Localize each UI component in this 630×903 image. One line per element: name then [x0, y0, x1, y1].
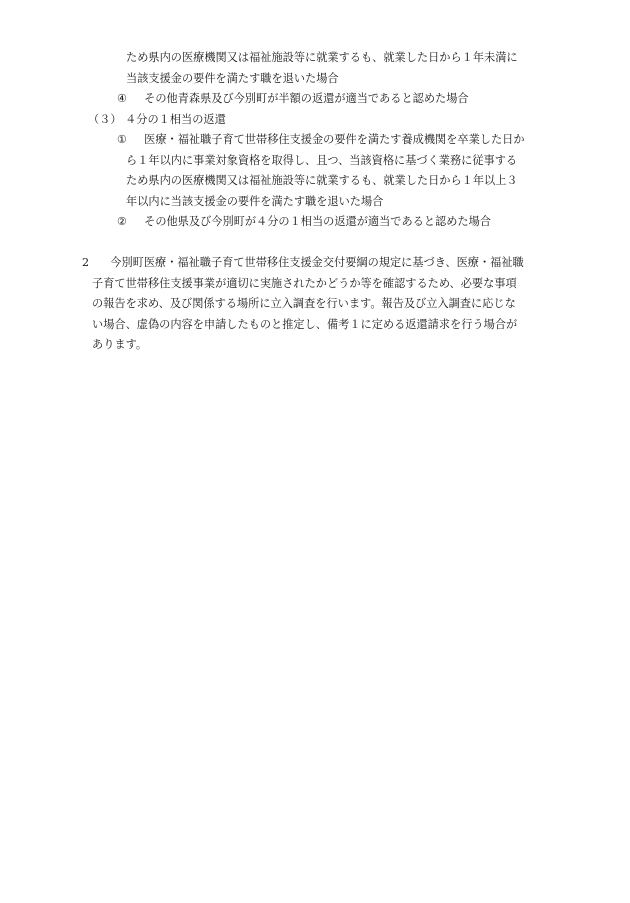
note-2: [82, 253, 524, 274]
section-3-item-1-marker: ①: [117, 133, 128, 146]
section-3-item-1-body: [126, 151, 518, 213]
note-2-line-2: 子育て世帯移住支援事業が適切に実施されたかどうか等を確認するため、必要な事項: [92, 276, 517, 290]
section-3-heading: [88, 110, 226, 131]
continuation-line-2: 当該支援金の要件を満たす職を退いた場合: [126, 71, 339, 85]
section-3-item-2: [117, 212, 491, 233]
note-2-line-5: あります。: [92, 338, 148, 351]
section-3-item-1-line-4: 年以内に当該支援金の要件を満たす職を退いた場合: [126, 194, 384, 208]
note-2-line-1: 今別町医療・福祉職子育て世帯移住支援金交付要綱の規定に基づき、医療・福祉職: [110, 256, 524, 269]
section-3-item-2-text: その他県及び今別町が４分の１相当の返還が適当であると認めた場合: [144, 215, 491, 228]
item-4: [117, 89, 469, 110]
section-3-item-1: [117, 130, 525, 151]
note-2-line-3: の報告を求め、及び関係する場所に立入調査を行います。報告及び立入調査に応じな: [92, 297, 516, 310]
section-3-item-1-line-2: ら１年以内に事業対象資格を取得し、且つ、当該資格に基づく業務に従事する: [126, 153, 518, 167]
item-4-marker: ④: [117, 92, 128, 105]
continuation-text: [126, 48, 518, 89]
item-4-text: その他青森県及び今別町が半額の返還が適当であると認めた場合: [144, 92, 469, 105]
note-2-line-4: い場合、虚偽の内容を申請したものと推定し、備考１に定める返還請求を行う場合が: [92, 317, 518, 331]
section-3-item-1-line-1: 医療・福祉職子育て世帯移住支援金の要件を満たす養成機関を卒業した日か: [144, 133, 525, 146]
note-2-body: [92, 274, 517, 356]
note-2-marker: 2: [82, 256, 90, 269]
section-3-item-2-marker: ②: [117, 215, 128, 228]
continuation-line-1: ため県内の医療機関又は福祉施設等に就業するも、就業した日から１年未満に: [126, 51, 518, 64]
section-3-heading-text: （３） ４分の１相当の返還: [88, 113, 226, 126]
section-3-item-1-line-3: ため県内の医療機関又は福祉施設等に就業するも、就業した日から１年以上３: [126, 174, 518, 187]
